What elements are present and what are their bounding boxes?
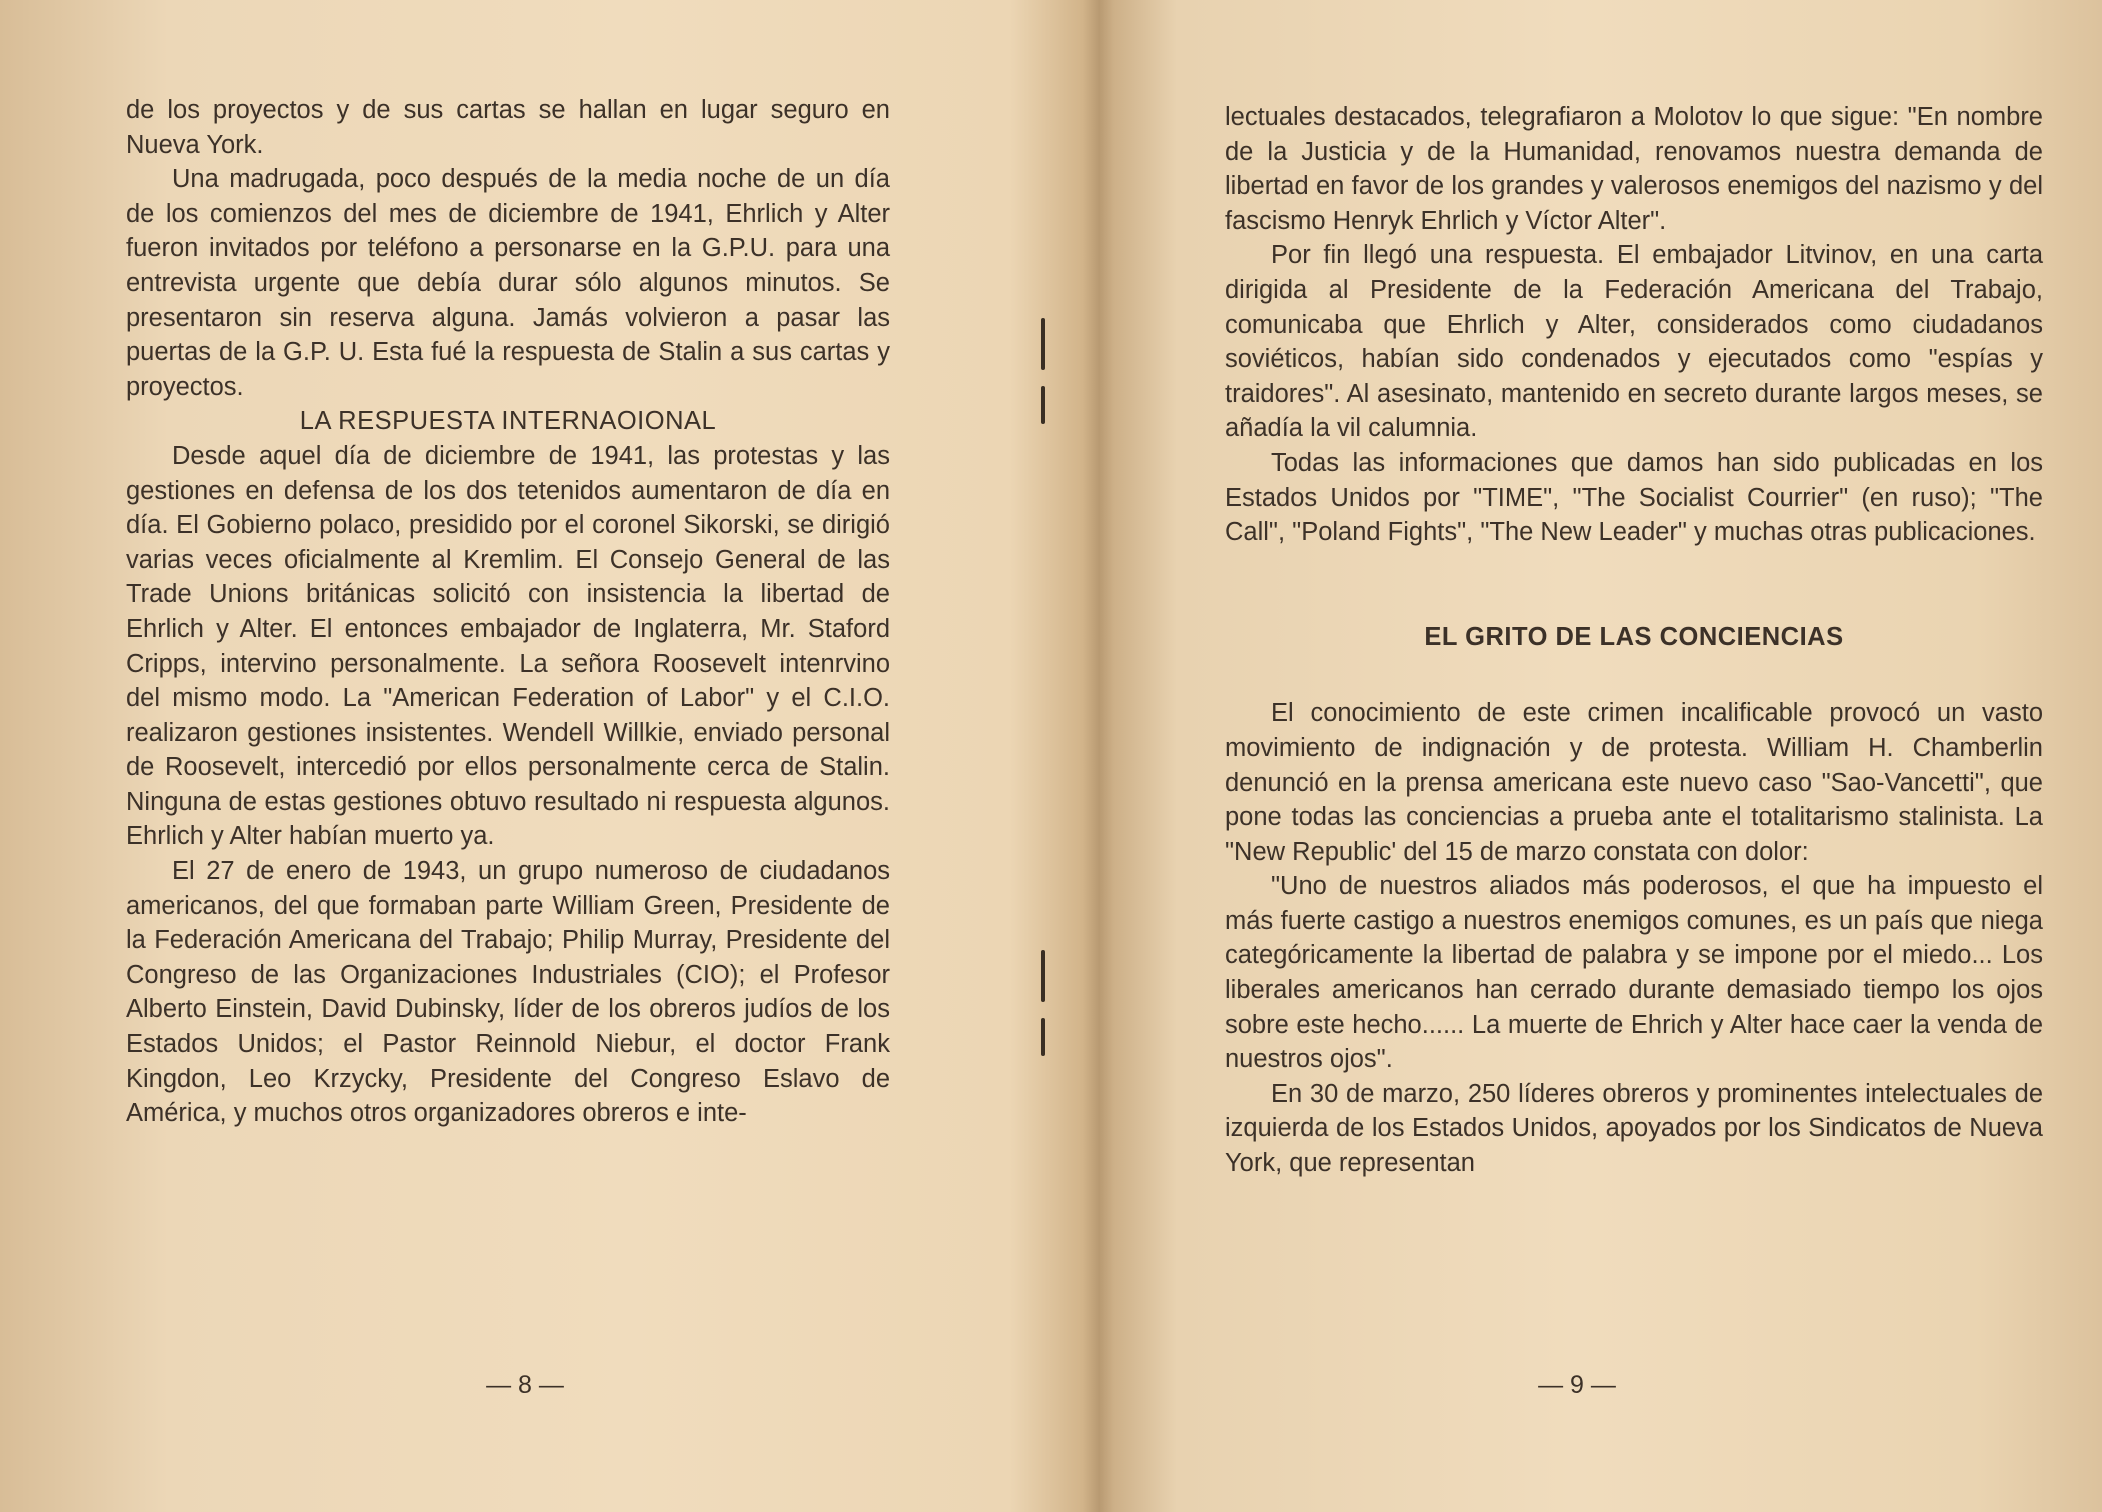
right-page xyxy=(1052,0,2102,1512)
right-paragraph-4: El conocimiento de este crimen incalificable provocó un vasto movimiento de indignación y de protesta. William H. Chamberlin denunció en la prensa americana este nuevo caso "Sao-Vancetti", que pone todas las conciencias a prueba ante el totalitarismo stalinista. La "New Republic' del 15 de marzo constata con dolor: xyxy=(1225,699,2043,866)
right-paragraph-2: Por fin llegó una respuesta. El embajador Litvinov, en una carta dirigida al Presidente de la Federación Americana del Trabajo, comunicaba que Ehrlich y Alter, considerados como ciudadanos soviéticos, habían sido condenados y ejecutados como "espías y traidores". Al asesinato, mantenido en secreto durante largos meses, se añadía la vil calumnia. xyxy=(1225,241,2043,443)
right-page-text xyxy=(1225,100,2043,1181)
left-page-number: — 8 — xyxy=(486,1371,564,1399)
left-page-text xyxy=(126,93,890,1131)
left-paragraph-2: Una madrugada, poco después de la media noche de un día de los comienzos del mes de diciembre de 1941, Ehrlich y Alter fueron invitados por teléfono a personarse en la G.P.U. para una entrevista urgente que debía durar sólo algunos minutos. Se presentaron sin reserva alguna. Jamás volvieron a pasar las puertas de la G.P. U. Esta fué la respuesta de Stalin a sus cartas y proyectos. xyxy=(126,165,890,401)
left-paragraph-1: de los proyectos y de sus cartas se hallan en lugar seguro en Nueva York. xyxy=(126,96,890,159)
right-section-heading: EL GRITO DE LAS CONCIENCIAS xyxy=(1424,622,1844,651)
left-paragraph-4: El 27 de enero de 1943, un grupo numeroso de ciudadanos americanos, del que formaban parte William Green, Presidente de la Federación Americana del Trabajo; Philip Murray, Presidente del Congreso de las Organizaciones Industriales (CIO); el Profesor Alberto Einstein, David Dubinsky, líder de los obreros judíos de los Estados Unidos; el Pastor Reinnold Niebur, el doctor Frank Kingdon, Leo Krzycky, Presidente del Congreso Eslavo de América, y muchos otros organizadores obreros e inte- xyxy=(126,857,890,1128)
left-section-heading: LA RESPUESTA INTERNAOIONAL xyxy=(299,407,717,436)
right-paragraph-5: "Uno de nuestros aliados más poderosos, el que ha impuesto el más fuerte castigo a nuestros enemigos comunes, es un país que niega categóricamente la libertad de palabra y se impone por el miedo... Los liberales americanos han cerrado durante demasiado tiempo los ojos sobre este hecho...... La muerte de Ehrich y Alter hace caer la venda de nuestros ojos". xyxy=(1225,872,2043,1074)
left-page xyxy=(0,0,1050,1512)
left-paragraph-3: Desde aquel día de diciembre de 1941, las protestas y las gestiones en defensa de los dos tetenidos aumentaron de día en día. El Gobierno polaco, presidido por el coronel Sikorski, se dirigió varias veces oficialmente al Kremlim. El Consejo General de las Trade Unions británicas solicitó con insistencia la libertad de Ehrlich y Alter. El entonces embajador de Inglaterra, Mr. Staford Cripps, intervino personalmente. La señora Roosevelt intenrvino del mismo modo. La "American Federation of Labor" y el C.I.O. realizaron gestiones insistentes. Wendell Willkie, enviado personal de Roosevelt, intercedió por ellos personalmente cerca de Stalin. Ninguna de estas gestiones obtuvo resultado ni respuesta algunos. Ehrlich y Alter habían muerto ya. xyxy=(126,441,890,851)
right-paragraph-6: En 30 de marzo, 250 líderes obreros y prominentes intelectuales de izquierda de los Estados Unidos, apoyados por los Sindicatos de Nueva York, que representan xyxy=(1225,1079,2043,1178)
right-paragraph-1: lectuales destacados, telegrafiaron a Molotov lo que sigue: "En nombre de la Justicia y de la Humanidad, renovamos nuestra demanda de libertad en favor de los grandes y valerosos enemigos del nazismo y del fascismo Henryk Ehrlich y Víctor Alter". xyxy=(1225,103,2043,235)
right-paragraph-3: Todas las informaciones que damos han sido publicadas en los Estados Unidos por "TIME", "The Socialist Courrier" (en ruso); "The Call", "Poland Fights", "The New Leader" y muchas otras publicaciones. xyxy=(1225,448,2043,547)
right-page-number: — 9 — xyxy=(1538,1371,1616,1399)
